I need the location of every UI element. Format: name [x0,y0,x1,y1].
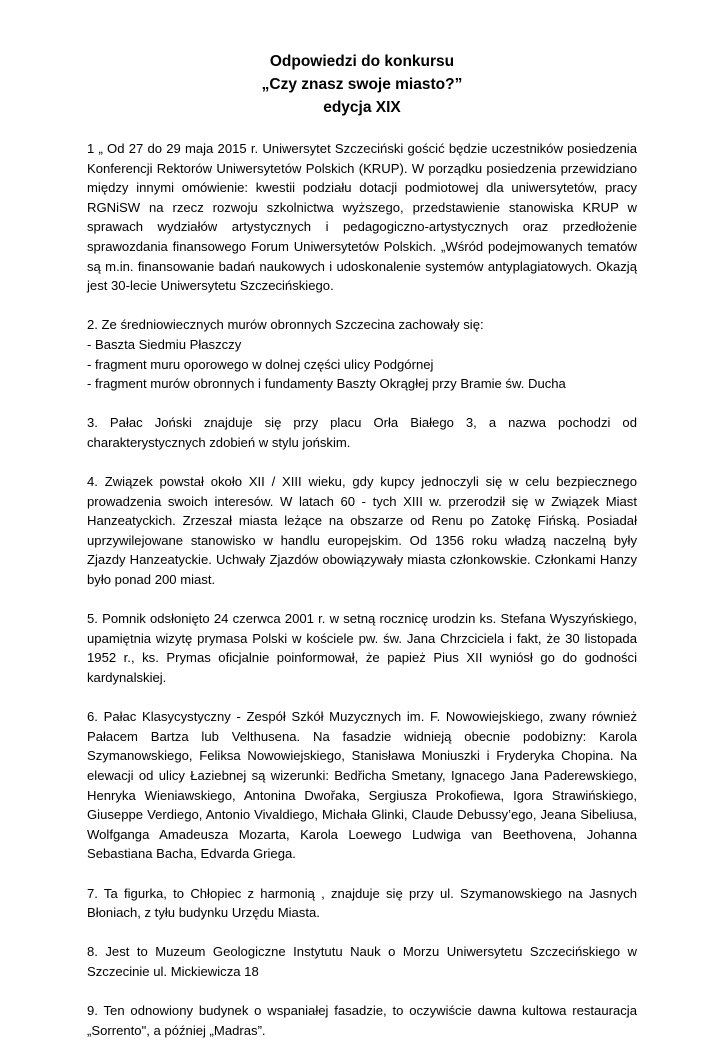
answer-9-text: 9. Ten odnowiony budynek o wspaniałej fasadzie, to oczywiście dawna kultowa restauracja „Sorrento", a później „Madras”. [87,1003,637,1038]
answer-2-intro: 2. Ze średniowiecznych murów obronnych Szczecina zachowały się: [87,317,484,333]
answer-6 [87,707,637,864]
document-page [87,50,637,1060]
answer-7 [87,884,637,923]
answer-6-text: 6. Pałac Klasycystyczny - Zespół Szkół Muzycznych im. F. Nowowiejskiego, zwany również Pałacem Bartza lub Velthusena. Na fasadzie widnieją obecnie podobizny: Karola Szymanowskiego, Feliksa Nowowiejskiego, Stanisława Moniuszki i Fryderyka Chopina. Na elewacji od ulicy Łaziebnej są wizerunki: Bedřicha Smetany, Ignacego Jana Paderewskiego, Henryka Wieniawskiego, Antonina Dwořaka, Sergiusza Prokofiewa, Igora Strawińskiego, Giuseppe Verdiego, Antonio Vivaldiego, Michała Glinki, Claude Debussy’ego, Jeana Sibeliusa, Wolfganga Amadeusza Mozarta, Karola Loewego Ludwiga van Beethovena, Johanna Sebastiana Bacha, Edvarda Griega. [87,709,637,862]
title-line-2: „Czy znasz swoje miasto?” [261,76,463,93]
answer-4-text: 4. Związek powstał około XII / XIII wieku, gdy kupcy jednoczyli się w celu bezpiecznego prowadzenia swoich interesów. W latach 60 - tych XIII w. przerodził się w Związek Miast Hanzeatyckich. Zrzeszał miasta leżące na obszarze od Renu po Zatokę Fińską. Posiadał uprzywilejowane stanowisko w handlu europejskim. Od 1356 roku władzą naczelną były Zjazdy Hanzeatyckie. Uchwały Zjazdów obowiązywały miasta członkowskie. Członkami Hanzy było ponad 200 miast. [87,474,637,588]
title-line-3: edycja XIX [323,99,401,116]
answer-3 [87,413,637,452]
answer-2 [87,315,637,393]
answer-3-text: 3. Pałac Joński znajduje się przy placu Orła Białego 3, a nazwa pochodzi od charakterystycznych zdobień w stylu jońskim. [87,415,637,450]
answer-8-text: 8. Jest to Muzeum Geologiczne Instytutu Nauk o Morzu Uniwersytetu Szczecińskiego w Szczecinie ul. Mickiewicza 18 [87,944,637,979]
answer-5-text: 5. Pomnik odsłonięto 24 czerwca 2001 r. w setną rocznicę urodzin ks. Stefana Wyszyńskiego, upamiętnia wizytę prymasa Polski w kościele pw. św. Jana Chrzciciela i fakt, że 30 listopada 1952 r., ks. Prymas oficjalnie poinformował, że papież Pius XII wyniósł go do godności kardynalskiej. [87,611,637,686]
answer-1-text: 1 „ Od 27 do 29 maja 2015 r. Uniwersytet Szczeciński gościć będzie uczestników posiedzenia Konferencji Rektorów Uniwersytetów Polskich (KRUP). W porządku posiedzenia przewidziano między innymi omówienie: kwestii podziału dotacji podmiotowej dla uniwersytetów, pracy RGNiSW na rzecz rozwoju szkolnictwa wyższego, przedstawienie stanowiska KRUP w sprawach wydziałów artystycznych i pedagogiczno-artystycznych oraz przedłożenie sprawozdania finansowego Forum Uniwersytetów Polskich. „Wśród podejmowanych tematów są m.in. finansowanie badań naukowych i udoskonalenie systemów antyplagiatowych. Okazją jest 30-lecie Uniwersytetu Szczecińskiego. [87,141,637,294]
answer-7-text: 7. Ta figurka, to Chłopiec z harmonią , znajduje się przy ul. Szymanowskiego na Jasnych Błoniach, z tyłu budynku Urzędu Miasta. [87,885,637,921]
list-item: - fragment murów obronnych i fundamenty Baszty Okrągłej przy Bramie św. Ducha [87,376,566,392]
document-title [87,50,637,119]
answer-2-items [87,335,637,394]
answer-9 [87,1001,637,1040]
answer-4 [87,472,637,590]
title-line-1: Odpowiedzi do konkursu [269,53,455,70]
answers-list [87,139,637,1040]
answer-1 [87,139,637,296]
list-item: - Baszta Siedmiu Płaszczy [87,336,242,352]
answer-5 [87,609,637,687]
answer-8 [87,942,637,981]
list-item: - fragment muru oporowego w dolnej części ulicy Podgórnej [87,356,434,372]
